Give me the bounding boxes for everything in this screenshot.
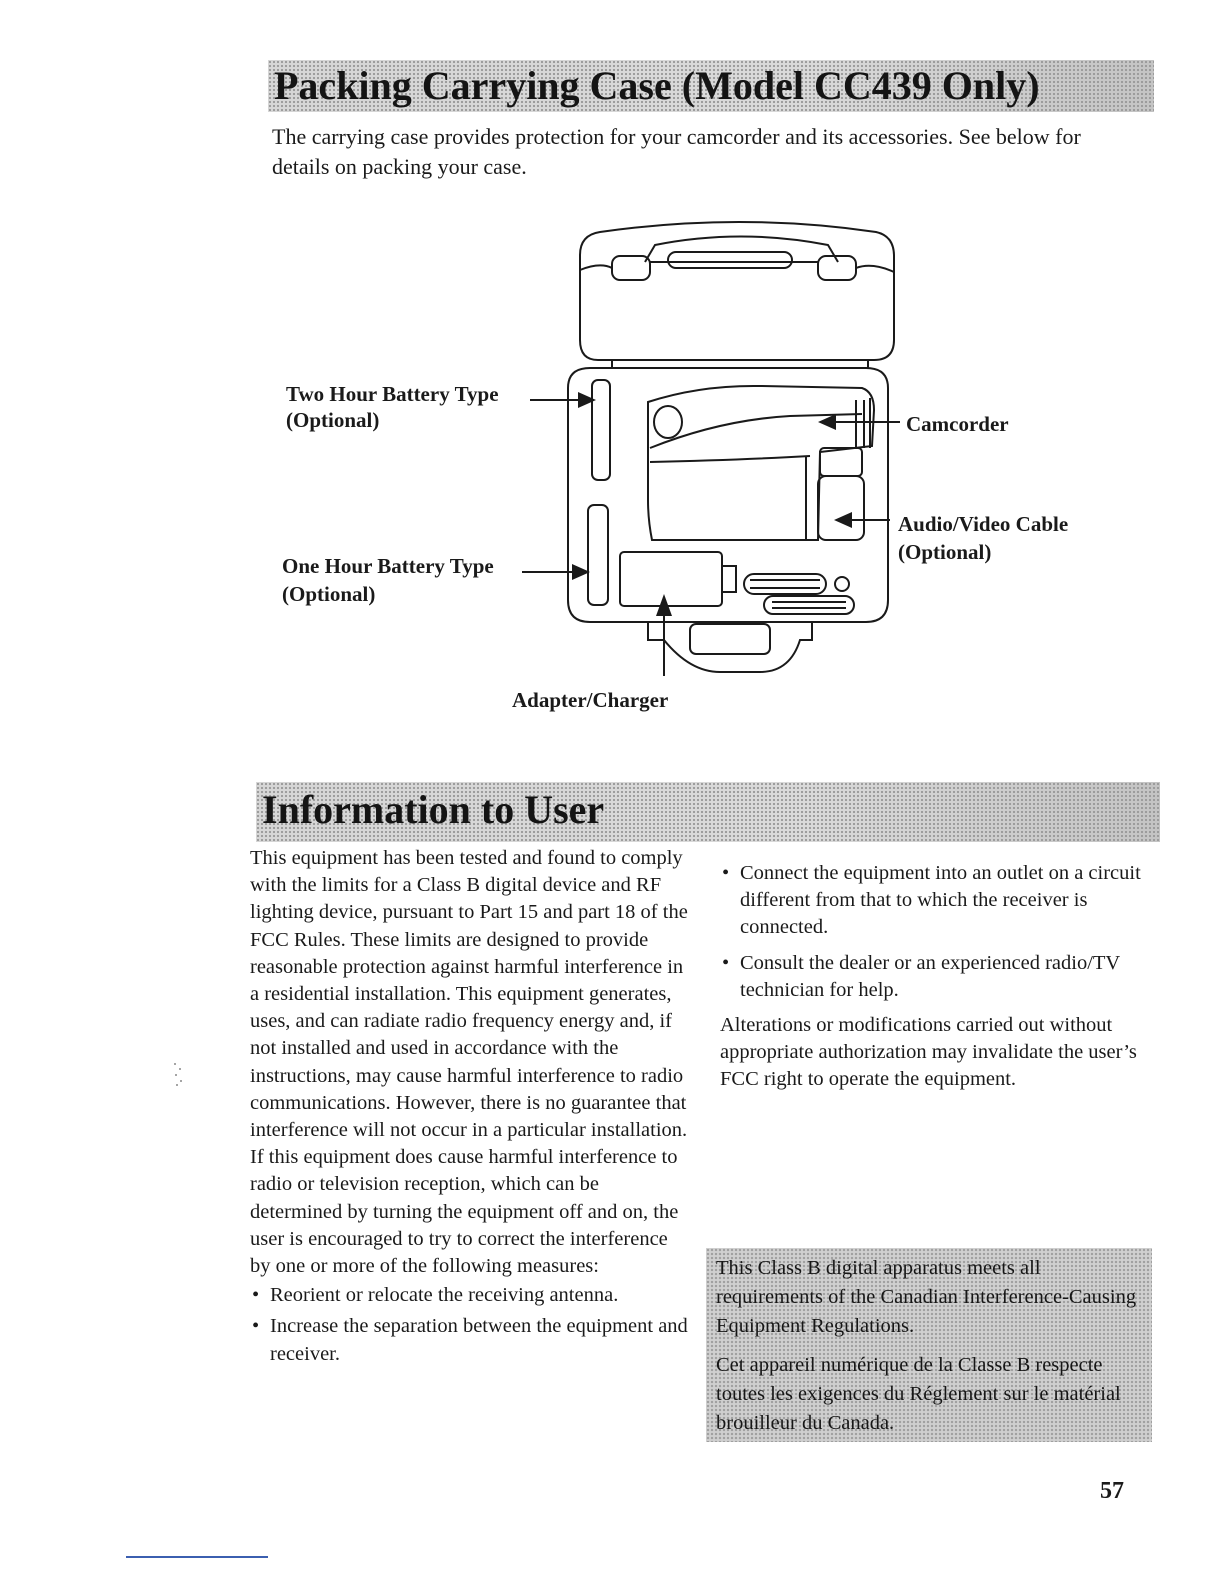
left-column: [250, 845, 690, 1372]
one-hour-battery-slot: [588, 505, 608, 605]
page-number: 57: [1100, 1478, 1124, 1504]
label-one-hour-battery: One Hour Battery Type: [282, 554, 494, 578]
alterations-paragraph: Alterations or modifications carried out without appropriate authorization may invalidate the user’s FCC right to operate the equipment.: [720, 1014, 1137, 1091]
fcc-body-paragraph: This equipment has been tested and found to comply with the limits for a Class B digital device and RF lighting device, pursuant to Part 15 and part 18 of the FCC Rules. These limits are designed to provide reasonable protection against harmful interference in a residential installation. This equipment generates, uses, and can radiate radio frequency energy and, if not installed and used in accordance with the instructions, may cause harmful interference to radio communications. However, there is no guarantee that interference will not occur in a particular installation. If this equipment does cause harmful interference to radio or television reception, which can be determined by turning the equipment off and on, the user is encouraged to try to correct the interference by one or more of the following measures:: [250, 847, 688, 1278]
list-item: • Increase the separation between the equipment and receiver.: [250, 1313, 690, 1367]
two-hour-battery-slot: [592, 380, 610, 480]
av-cable-shape: [744, 574, 826, 594]
label-adapter-charger: Adapter/Charger: [512, 688, 669, 712]
canada-french-text: Cet appareil numérique de la Classe B respecte toutes les exigences du Réglement sur le matérial brouilleur du Canada.: [716, 1354, 1121, 1434]
label-two-hour-battery: Two Hour Battery Type: [286, 382, 499, 406]
lid-handle: [645, 237, 838, 263]
intro-paragraph: The carrying case provides protection for your camcorder and its accessories. See below for details on packing your case.: [272, 124, 1081, 179]
right-bullet-list: [720, 860, 1150, 1004]
right-column: [720, 858, 1150, 1094]
case-lid: [580, 222, 894, 360]
carrying-case-diagram: [0, 0, 1224, 780]
carry-handle: [648, 622, 812, 672]
label-av-cable: Audio/Video Cable: [898, 512, 1069, 536]
canada-english-text: This Class B digital apparatus meets all requirements of the Canadian Interference-Causing Equipment Regulations.: [716, 1257, 1137, 1337]
camcorder-shape: [648, 386, 874, 540]
label-av-cable-note: (Optional): [898, 540, 992, 564]
bottom-rule: [126, 1556, 268, 1558]
case-base: [568, 368, 888, 622]
left-bullet-list: [250, 1282, 690, 1368]
list-item: • Consult the dealer or an experienced radio/TV technician for help.: [720, 950, 1150, 1004]
section-heading-information: Information to User: [262, 787, 605, 832]
adapter-charger-shape: [620, 552, 722, 606]
margin-mark: [172, 1060, 184, 1088]
section-heading-bar: [256, 782, 1160, 842]
canada-compliance-box: [706, 1248, 1152, 1442]
section-heading-packing: Packing Carrying Case (Model CC439 Only): [274, 63, 1040, 108]
list-item: • Connect the equipment into an outlet on a circuit different from that to which the receiver is connected.: [720, 860, 1150, 942]
label-one-hour-battery-note: (Optional): [282, 582, 376, 606]
label-two-hour-battery-note: (Optional): [286, 408, 380, 432]
label-camcorder: Camcorder: [906, 412, 1009, 436]
list-item: • Reorient or relocate the receiving antenna.: [250, 1282, 690, 1309]
